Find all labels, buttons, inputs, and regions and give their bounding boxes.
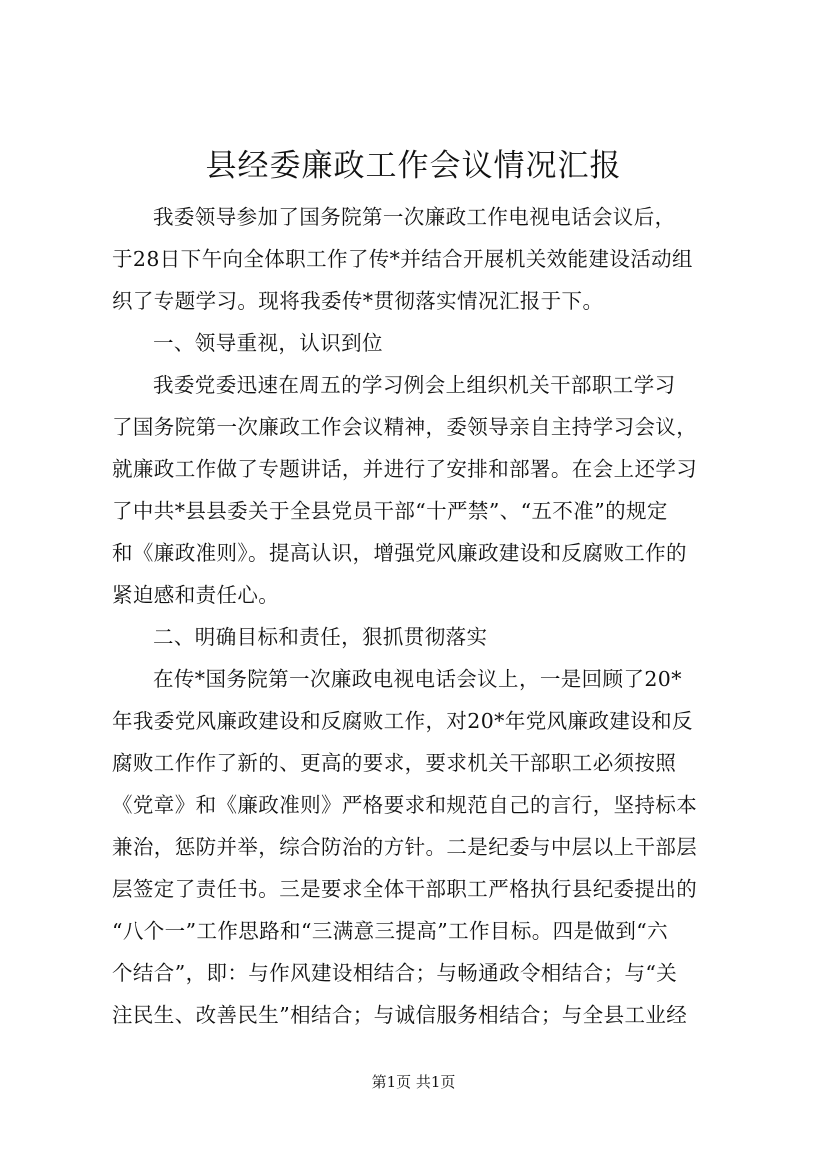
- paragraph-line: 了国务院第一次廉政工作会议精神，委领导亲自主持学习会议，: [112, 415, 698, 439]
- paragraph-line: 层签定了责任书。三是要求全体干部职工严格执行县纪委提出的: [112, 877, 698, 901]
- paragraph-line: 于28日下午向全体职工作了传*并结合开展机关效能建设活动组: [112, 247, 693, 271]
- paragraph-line: 我委党委迅速在周五的学习例会上组织机关干部职工学习: [153, 373, 676, 397]
- paragraph-line: 织了专题学习。现将我委传*贯彻落实情况汇报于下。: [112, 289, 604, 313]
- paragraph-line: 我委领导参加了国务院第一次廉政工作电视电话会议后，: [153, 205, 676, 229]
- document-body: [112, 196, 732, 1036]
- paragraph-line: 注民生、改善民生”相结合；与诚信服务相结合；与全县工业经: [112, 1003, 688, 1027]
- paragraph-line: 腐败工作作了新的、更高的要求，要求机关干部职工必须按照: [112, 751, 677, 775]
- paragraph-line: 个结合”，即：与作风建设相结合；与畅通政令相结合；与“关: [112, 961, 678, 985]
- document-title: 县经委廉政工作会议情况汇报: [205, 148, 622, 184]
- section-heading-2: 二、明确目标和责任，狠抓贯彻落实: [153, 625, 488, 649]
- paragraph-line: “八个一”工作思路和“三满意三提高”工作目标。四是做到“六: [112, 919, 668, 943]
- paragraph-line: 兼治，惩防并举，综合防治的方针。二是纪委与中层以上干部层: [112, 835, 698, 859]
- paragraph-line: 了中共*县县委关于全县党员干部“十严禁”、“五不准”的规定: [112, 499, 668, 523]
- paragraph-line: 在传*国务院第一次廉政电视电话会议上，一是回顾了20*: [153, 667, 682, 691]
- page-number-footer: 第1页 共1页: [371, 1073, 456, 1091]
- section-heading-1: 一、领导重视，认识到位: [153, 331, 383, 355]
- paragraph-line: 和《廉政准则》。提高认识，增强党风廉政建设和反腐败工作的: [112, 541, 687, 565]
- paragraph-line: 就廉政工作做了专题讲话，并进行了安排和部署。在会上还学习: [112, 457, 698, 481]
- paragraph-line: 紧迫感和责任心。: [112, 583, 280, 607]
- paragraph-line: 《党章》和《廉政准则》严格要求和规范自己的言行，坚持标本: [112, 793, 698, 817]
- paragraph-line: 年我委党风廉政建设和反腐败工作，对20*年党风廉政建设和反: [112, 709, 693, 733]
